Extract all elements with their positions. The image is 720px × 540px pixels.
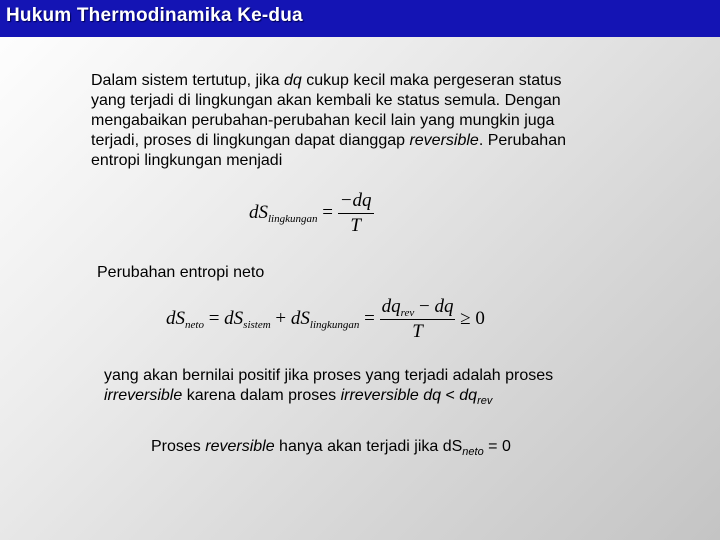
paragraph-intro-line-2: yang terjadi di lingkungan akan kembali ke status semula. Dengan — [91, 92, 561, 109]
subscript-neto: neto — [462, 446, 484, 458]
eq-fraction — [380, 296, 456, 343]
eq-symbol: dS — [166, 307, 185, 329]
eq-equals: = — [317, 201, 338, 223]
italic-reversible: reversible — [205, 438, 275, 455]
text: cukup kecil maka pergeseran status — [301, 72, 562, 89]
eq-symbol: dS — [290, 307, 310, 329]
italic-irreversible-dq: irreversible dq — [340, 387, 442, 404]
text: hanya akan terjadi jika — [274, 438, 443, 455]
eq-minus: − — [414, 296, 435, 317]
eq-subscript: lingkungan — [309, 318, 360, 331]
paragraph-net-entropy: Perubahan entropi neto — [97, 264, 265, 281]
text: Proses — [151, 438, 206, 455]
paragraph-irreversible-line-2 — [104, 386, 644, 407]
slide-title: Hukum Thermodinamika Ke-dua — [6, 5, 303, 26]
eq-numerator: −dq — [338, 190, 374, 214]
eq-subscript: lingkungan — [268, 212, 318, 225]
eq-inequality: ≥ 0 — [455, 307, 485, 329]
paragraph-intro-line-3: mengabaikan perubahan-perubahan kecil lain yang mungkin juga — [91, 112, 555, 129]
eq-denominator: T — [412, 321, 423, 342]
eq-symbol: dq — [381, 296, 401, 317]
text: dS — [442, 438, 463, 455]
eq-subscript: rev — [400, 307, 415, 319]
italic-dq: dq — [459, 387, 478, 404]
paragraph-intro — [91, 71, 651, 171]
paragraph-irreversible-line-1: yang akan bernilai positif jika proses yang terjadi adalah proses — [104, 367, 554, 384]
text: terjadi, proses di lingkungan dapat dianggap — [91, 132, 410, 149]
eq-fraction — [338, 190, 374, 237]
eq-denominator: T — [350, 215, 361, 236]
eq-plus: + — [270, 307, 291, 329]
eq-equals: = — [359, 307, 380, 329]
text: = 0 — [483, 438, 511, 455]
paragraph-irreversible — [104, 366, 644, 407]
text: < — [441, 387, 460, 404]
eq-symbol: dS — [224, 307, 244, 329]
equation-net-entropy — [166, 296, 485, 343]
eq-subscript: neto — [185, 318, 204, 331]
paragraph-intro-line-1 — [91, 71, 651, 91]
text: . Perubahan — [478, 132, 566, 149]
eq-subscript: sistem — [243, 318, 271, 331]
paragraph-intro-line-4 — [91, 131, 651, 151]
paragraph-reversible-condition — [151, 437, 511, 458]
title-bar — [0, 0, 720, 37]
subscript-rev: rev — [477, 395, 493, 407]
paragraph-intro-line-5: entropi lingkungan menjadi — [91, 152, 283, 169]
text: Dalam sistem tertutup, jika — [91, 72, 284, 89]
italic-dq: dq — [283, 72, 302, 89]
eq-numerator — [380, 296, 456, 320]
text: karena dalam proses — [182, 387, 341, 404]
eq-symbol: dq — [434, 296, 454, 317]
italic-reversible: reversible — [409, 132, 479, 149]
eq-symbol: dS — [249, 201, 268, 223]
eq-equals: = — [203, 307, 225, 329]
equation-entropy-surroundings — [249, 190, 374, 237]
italic-irreversible: irreversible — [104, 387, 183, 404]
